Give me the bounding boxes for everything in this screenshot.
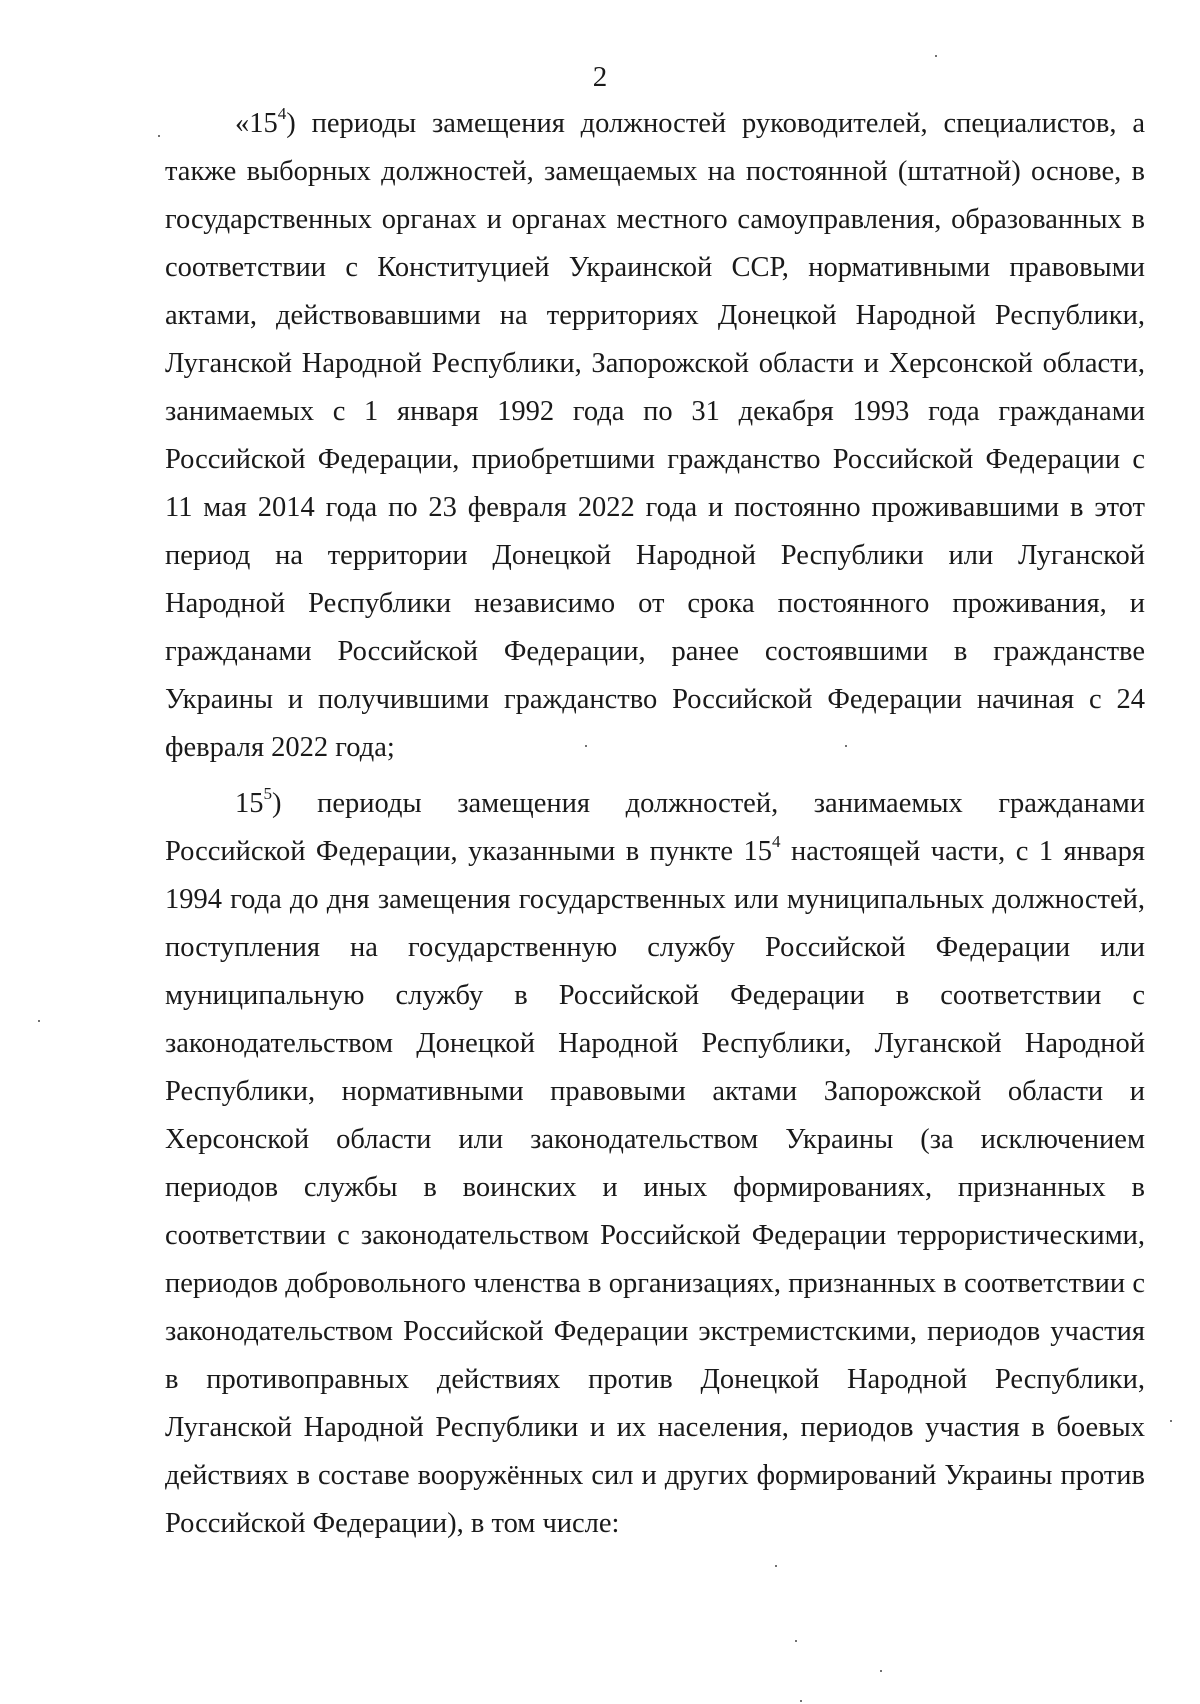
scan-speck [795, 1640, 797, 1642]
scan-speck [1170, 1420, 1172, 1422]
page-number: 2 [592, 61, 608, 93]
scan-speck [800, 1700, 802, 1702]
paragraph-text: ) периоды замещения должностей руководителей, специалистов, а также выборных должностей, замещаемых на постоянной (штатной) основе, в государственных органах и органах местного самоуправления, образованных в соответствии с Конституцией Украинской ССР, нормативными правовыми актами, действовавшими на территориях Донецкой Народной Республики, Луганской Народной Республики, Запорожской области и Херсонской области, занимаемых с 1 января 1992 года по 31 декабря 1993 года гражданами Российской Федерации, приобретшими гражданство Российской Федерации с 11 мая 2014 года по 23 февраля 2022 года и постоянно проживавшими в этот период на территории Донецкой Народной Республики или Луганской Народной Республики независимо от срока постоянного проживания, и гражданами Российской Федерации, ранее состоявшими в гражданстве Украины и получившими гражданство Российской Федерации начиная с 24 февраля 2022 года; [165, 108, 1145, 763]
paragraph-text-after-ref: настоящей части, с 1 января 1994 года до дня замещения государственных или муниципальных должностей, поступления на государственную службу Российской Федерации или муниципальную службу в Российской Федерации в соответствии с законодательством Донецкой Народной Республики, Луганской Народной Республики, нормативными правовыми актами Запорожской области и Херсонской области или законодательством Украины (за исключением периодов службы в воинских и иных формированиях, признанных в соответствии с законодательством Российской Федерации террористическими, периодов добровольного членства в организациях, признанных в соответствии с законодательством Российской Федерации экстремистскими, периодов участия в противоправных действиях против Донецкой Народной Республики, Луганской Народной Республики и их населения, периодов участия в боевых действиях в составе вооружённых сил и других формирований Украины против Российской Федерации), в том числе: [165, 836, 1145, 1539]
scan-speck [880, 1670, 882, 1672]
item-superscript: 5 [263, 784, 273, 804]
scan-speck [845, 745, 847, 747]
paragraph-item-15-5 [165, 780, 1145, 1548]
item-number: 15 [235, 788, 264, 819]
scan-speck [38, 1020, 40, 1022]
scan-speck [158, 135, 160, 137]
paragraph-item-15-4 [165, 100, 1145, 772]
item-number: 15 [249, 108, 278, 139]
scan-speck [585, 745, 587, 747]
scan-speck [935, 55, 937, 57]
item-superscript: 4 [277, 104, 287, 124]
reference-superscript: 4 [771, 832, 781, 852]
reference-number: 15 [743, 836, 772, 867]
scan-speck [775, 1565, 777, 1567]
paragraph-text-before-ref: ) периоды замещения должностей, занимаемых гражданами Российской Федерации, указанными в пункте [165, 788, 1145, 867]
open-quote: « [235, 108, 250, 139]
